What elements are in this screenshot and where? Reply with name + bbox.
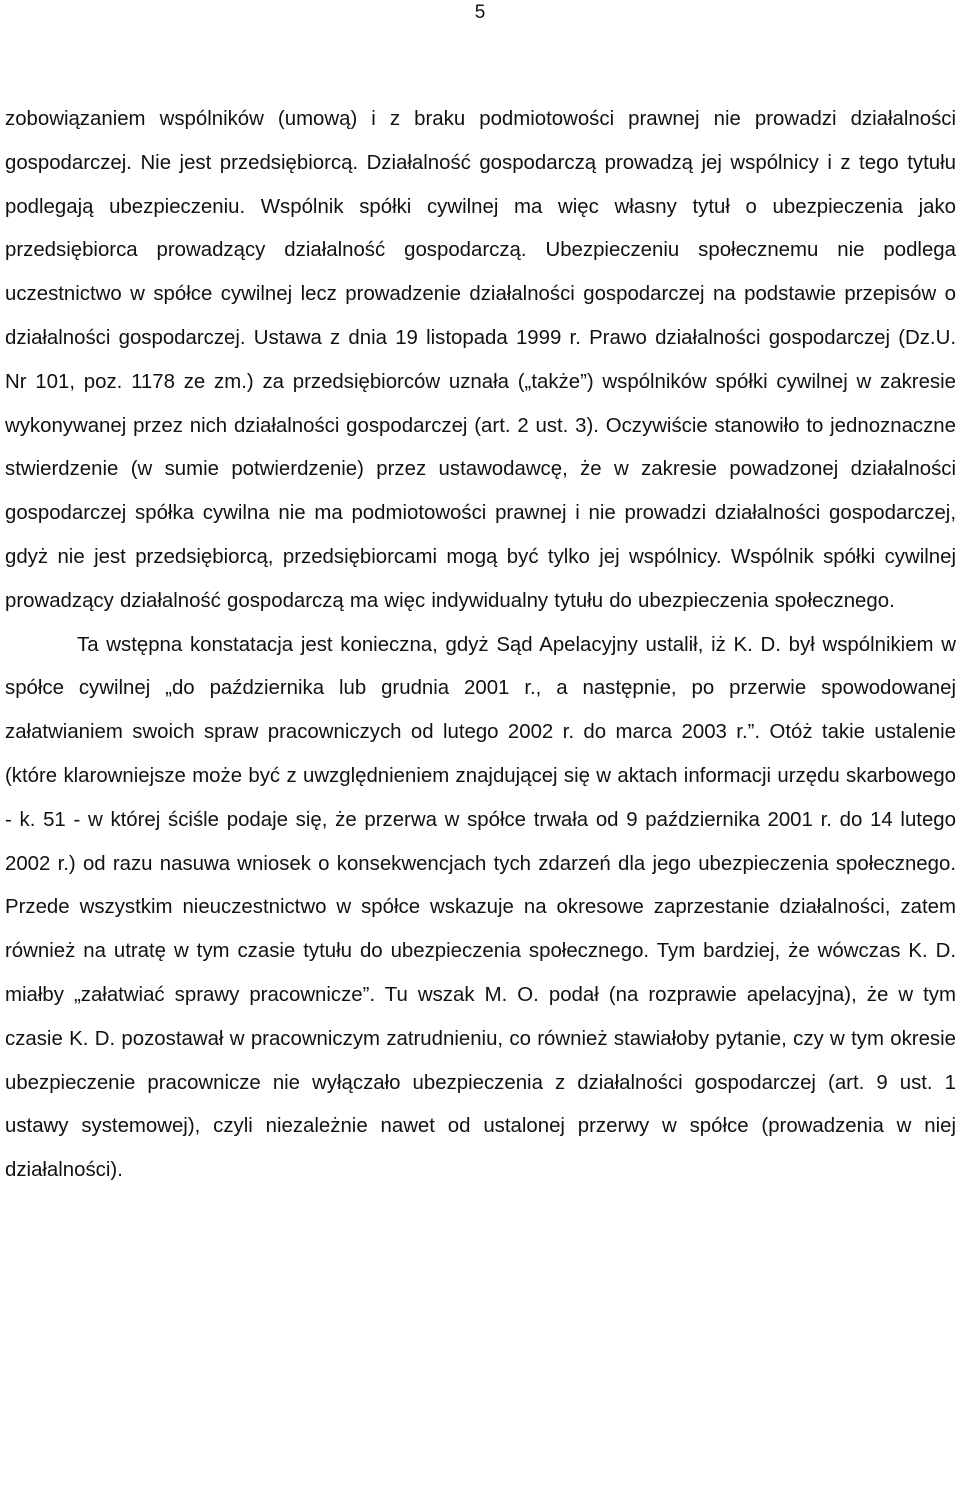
paragraph-2: Ta wstępna konstatacja jest konieczna, gdyż Sąd Apelacyjny ustalił, iż K. D. był wspólnikiem w spółce cywilnej „do października lub grudnia 2001 r., a następnie, po przerwie spowodowanej załatwianiem swoich spraw pracowniczych od lutego 2002 r. do marca 2003 r.”. Otóż takie ustalenie (które klarowniejsze może być z uwzględnieniem znajdującej się w aktach informacji urzędu skarbowego - k. 51 - w której ściśle podaje się, że przerwa w spółce trwała od 9 października 2001 r. do 14 lutego 2002 r.) od razu nasuwa wniosek o konsekwencjach tych zdarzeń dla jego ubezpieczenia społecznego. Przede wszystkim nieuczestnictwo w spółce wskazuje na okresowe zaprzestanie działalności, zatem również na utratę w tym czasie tytułu do ubezpieczenia społecznego. Tym bardziej, że wówczas K. D. miałby „załatwiać sprawy pracownicze”. Tu wszak M. O. podał (na rozprawie apelacyjna), że w tym czasie K. D. pozostawał w pracowniczym zatrudnieniu, co również stawiałoby pytanie, czy w tym okresie ubezpieczenie pracownicze nie wyłączało ubezpieczenia z działalności gospodarczej (art. 9 ust. 1 ustawy systemowej), czyli niezależnie nawet od ustalonej przerwy w spółce (prowadzenia w niej działalności). [5,633,956,1182]
page-number: 5 [474,2,486,23]
document-body [5,98,956,1193]
paragraph-1: zobowiązaniem wspólników (umową) i z braku podmiotowości prawnej nie prowadzi działalności gospodarczej. Nie jest przedsiębiorcą. Działalność gospodarczą prowadzą jej wspólnicy i z tego tytułu podlegają ubezpieczeniu. Wspólnik spółki cywilnej ma więc własny tytuł o ubezpieczenia jako przedsiębiorca prowadzący działalność gospodarczą. Ubezpieczeniu społecznemu nie podlega uczestnictwo w spółce cywilnej lecz prowadzenie działalności gospodarczej na podstawie przepisów o działalności gospodarczej. Ustawa z dnia 19 listopada 1999 r. Prawo działalności gospodarczej (Dz.U. Nr 101, poz. 1178 ze zm.) za przedsiębiorców uznała („także”) wspólników spółki cywilnej w zakresie wykonywanej przez nich działalności gospodarczej (art. 2 ust. 3). Oczywiście stanowiło to jednoznaczne stwierdzenie (w sumie potwierdzenie) przez ustawodawcę, że w zakresie powadzonej działalności gospodarczej spółka cywilna nie ma podmiotowości prawnej i nie prowadzi działalności gospodarczej, gdyż nie jest przedsiębiorcą, przedsiębiorcami mogą być tylko jej wspólnicy. Wspólnik spółki cywilnej prowadzący działalność gospodarczą ma więc indywidualny tytułu do ubezpieczenia społecznego. [5,108,956,612]
